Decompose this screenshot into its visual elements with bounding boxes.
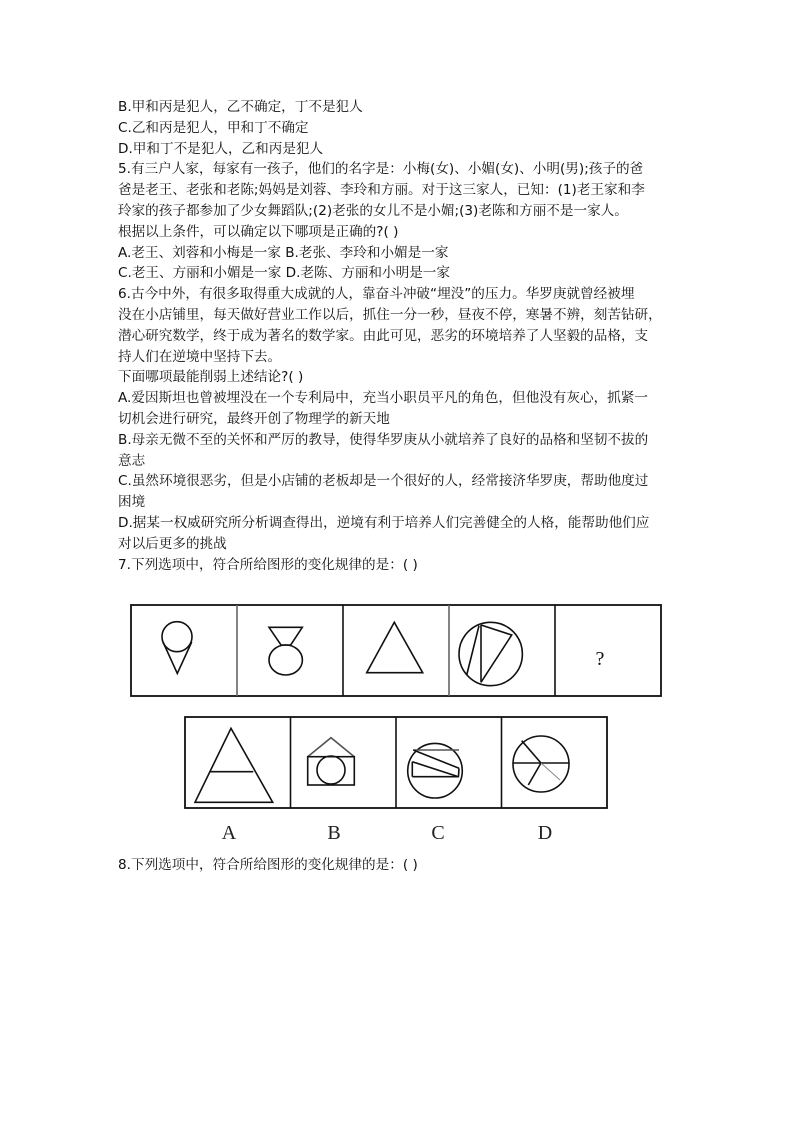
option-labels [222, 822, 552, 844]
q6-stem-line: 潜心研究数学，终于成为著名的数学家。由此可见，恶劣的环境培养了人坚毅的品格，支 [118, 327, 649, 344]
q5-options-cd: C.老王、方丽和小媚是一家 D.老陈、方丽和小明是一家 [118, 265, 450, 282]
q6-stem-line: 6.古今中外，有很多取得重大成就的人，靠奋斗冲破“埋没”的压力。华罗庚就曾经被埋 [118, 286, 635, 303]
option-label-d: D [537, 822, 553, 844]
answer-row [185, 717, 607, 808]
q6-option-c: C.虽然环境很恶劣，但是小店铺的老板却是一个很好的人，经常接济华罗庚，帮助他度过 [118, 473, 649, 490]
circle-lines-shape [459, 622, 522, 685]
q5-stem-line: 玲家的孩子都参加了少女舞蹈队;(2)老张的女儿不是小媚;(3)老陈和方丽不是一家人。 [118, 202, 628, 219]
q8-stem: 8.下列选项中，符合所给图形的变化规律的是：( ) [118, 857, 418, 873]
q6-option-a-cont: 切机会进行研究，最终开创了物理学的新天地 [118, 410, 390, 427]
q6-question: 下面哪项最能削弱上述结论?( ) [118, 369, 304, 386]
q6-option-d: D.据某一权威研究所分析调查得出，逆境有利于培养人们完善健全的人格，能帮助他们应 [118, 514, 650, 531]
question-row [131, 605, 661, 696]
option-label-c: C [431, 822, 445, 844]
q5-options-ab: A.老王、刘蓉和小梅是一家 B.老张、李玲和小媚是一家 [118, 244, 449, 261]
option-b-figure[interactable] [308, 738, 355, 785]
triangle-shape [367, 622, 423, 672]
q5-stem-line: 5.有三户人家，每家有一孩子，他们的名字是：小梅(女)、小媚(女)、小明(男);孩子的爸 [118, 161, 644, 178]
q4-option-d: D.甲和丁不是犯人，乙和丙是犯人 [118, 140, 324, 157]
question-row-frame [131, 605, 661, 696]
q7-stem: 7.下列选项中，符合所给图形的变化规律的是：( ) [118, 556, 418, 573]
option-label-a: A [221, 822, 237, 844]
q4-option-b: B.甲和丙是犯人，乙不确定，丁不是犯人 [118, 99, 363, 115]
trapezoid-ellipse-shape [269, 627, 302, 675]
option-label-b: B [327, 822, 341, 844]
q5-stem-line: 爸是老王、老张和老陈;妈妈是刘蓉、李玲和方丽。对于这三家人，已知：(1)老王家和李 [118, 182, 645, 199]
q6-option-c-cont: 困境 [118, 494, 146, 511]
q6-stem-line: 没在小店铺里，每天做好营业工作以后，抓住一分一秒，昼夜不停，寒暑不辨，刻苦钻研， [118, 306, 662, 323]
q5-question: 根据以上条件，可以确定以下哪项是正确的?( ) [118, 223, 399, 240]
option-a-figure[interactable] [195, 728, 273, 802]
q6-option-d-cont: 对以后更多的挑战 [118, 535, 227, 552]
q6-stem-line: 持人们在逆境中坚持下去。 [118, 348, 282, 365]
question-mark: ? [595, 648, 605, 670]
circle-cone-shape [162, 622, 192, 674]
q6-option-b-cont: 意志 [118, 452, 146, 469]
q4-option-c: C.乙和丙是犯人，甲和丁不确定 [118, 119, 309, 136]
q6-option-a: A.爱因斯坦也曾被埋没在一个专利局中，充当小职员平凡的角色，但他没有灰心，抓紧一 [118, 390, 648, 407]
q6-option-b: B.母亲无微不至的关怀和严厉的教导，使得华罗庚从小就培养了良好的品格和坚韧不拔的 [118, 431, 649, 448]
option-d-figure[interactable] [513, 736, 569, 792]
option-c-figure[interactable] [408, 743, 463, 798]
